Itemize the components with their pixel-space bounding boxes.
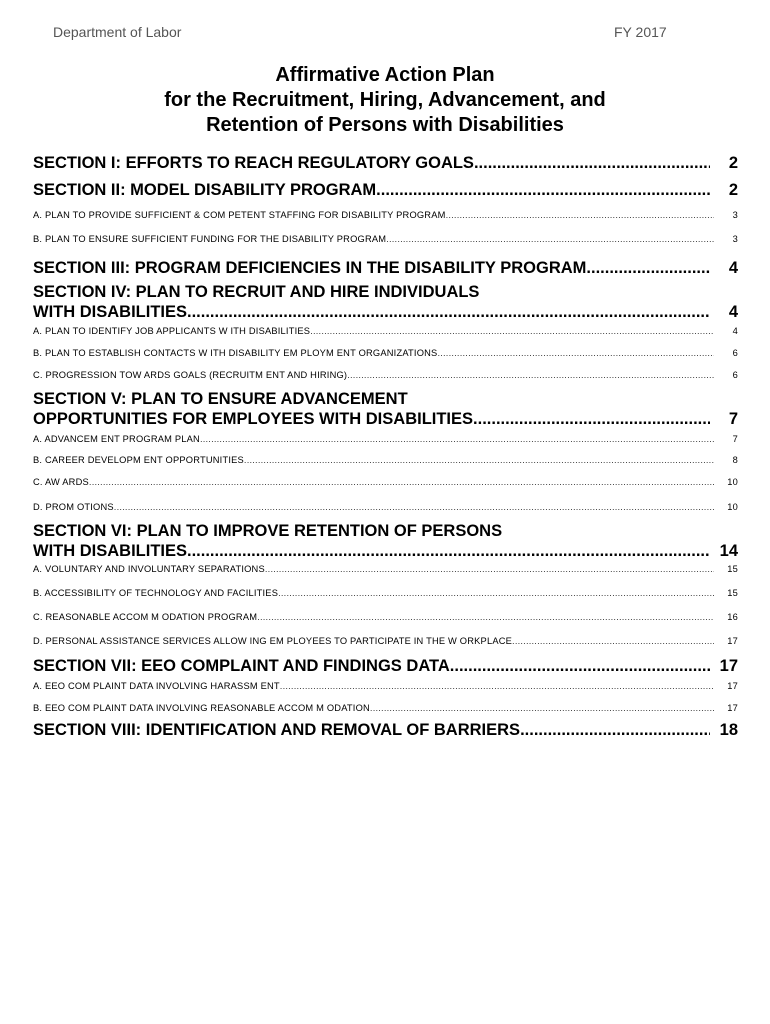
toc-section-5d-page: 10 — [727, 502, 738, 512]
toc-section-2-page: 2 — [728, 181, 738, 199]
title-line-1: Affirmative Action Plan — [275, 64, 495, 86]
toc-section-3-label: SECTION III: PROGRAM DEFICIENCIES IN THE DISABILITY PROGRAM — [33, 259, 587, 277]
toc-section-6d-page: 17 — [727, 636, 738, 646]
title-line-3: Retention of Persons with Disabilities — [206, 114, 564, 136]
toc-section-6-line-1[interactable]: SECTION VI: PLAN TO IMPROVE RETENTION OF PERSONS — [33, 522, 503, 540]
toc-section-6c-label: C. REASONABLE ACCOM M ODATION PROGRAM — [33, 612, 258, 622]
toc-leader — [376, 180, 710, 200]
toc-section-6b-page: 15 — [727, 588, 738, 598]
toc-section-8[interactable] — [33, 720, 738, 740]
toc-leader — [187, 541, 710, 561]
toc-leader — [386, 234, 714, 245]
toc-section-4c[interactable] — [33, 370, 738, 381]
toc-section-4c-page: 6 — [732, 370, 738, 380]
toc-section-8-page: 18 — [719, 721, 738, 739]
toc-section-5d-label: D. PROM OTIONS — [33, 502, 114, 512]
toc-section-5a-label: A. ADVANCEM ENT PROGRAM PLAN — [33, 434, 200, 444]
toc-section-2-label: SECTION II: MODEL DISABILITY PROGRAM — [33, 181, 377, 199]
toc-section-5b-label: B. CAREER DEVELOPM ENT OPPORTUNITIES — [33, 455, 244, 465]
toc-leader — [450, 656, 710, 676]
toc-leader — [520, 720, 710, 740]
toc-section-7b-label: B. EEO COM PLAINT DATA INVOLVING REASONABLE ACCOM M ODATION — [33, 703, 370, 713]
toc-section-6-label: WITH DISABILITIES — [33, 542, 187, 560]
toc-section-5a-page: 7 — [732, 434, 738, 444]
toc-section-8-label: SECTION VIII: IDENTIFICATION AND REMOVAL OF BARRIERS — [33, 721, 521, 739]
toc-leader — [370, 703, 714, 714]
toc-section-6d-label: D. PERSONAL ASSISTANCE SERVICES ALLOW ING EM PLOYEES TO PARTICIPATE IN THE W ORKPLACE — [33, 636, 513, 646]
toc-section-7-label: SECTION VII: EEO COMPLAINT AND FINDINGS DATA — [33, 657, 450, 675]
toc-section-5-page: 7 — [728, 410, 738, 428]
toc-section-1-label: SECTION I: EFFORTS TO REACH REGULATORY GOALS — [33, 154, 474, 172]
toc-section-2b-label: B. PLAN TO ENSURE SUFFICIENT FUNDING FOR THE DISABILITY PROGRAM — [33, 234, 387, 244]
toc-section-6b-label: B. ACCESSIBILITY OF TECHNOLOGY AND FACILITIES — [33, 588, 279, 598]
toc-section-6d[interactable] — [33, 636, 738, 647]
toc-section-2a-label: A. PLAN TO PROVIDE SUFFICIENT & COM PETENT STAFFING FOR DISABILITY PROGRAM — [33, 210, 446, 220]
toc-section-7a[interactable] — [33, 681, 738, 692]
toc-leader — [437, 348, 714, 359]
toc-leader — [310, 326, 714, 337]
toc-section-6a[interactable] — [33, 564, 738, 575]
toc-section-4-line-1[interactable]: SECTION IV: PLAN TO RECRUIT AND HIRE INDIVIDUALS — [33, 283, 480, 301]
toc-section-6-page: 14 — [719, 542, 738, 560]
toc-section-7b[interactable] — [33, 703, 738, 714]
toc-section-7[interactable] — [33, 656, 738, 676]
toc-section-6b[interactable] — [33, 588, 738, 599]
toc-section-2a-page: 3 — [732, 210, 738, 220]
toc-leader — [244, 455, 714, 466]
toc-section-7-page: 17 — [719, 657, 738, 675]
toc-section-1[interactable] — [33, 153, 738, 173]
toc-leader — [200, 434, 714, 445]
toc-section-6c[interactable] — [33, 612, 738, 623]
toc-section-4c-label: C. PROGRESSION TOW ARDS GOALS (RECRUITM ENT AND HIRING) — [33, 370, 348, 380]
toc-section-5c-label: C. AW ARDS — [33, 477, 89, 487]
toc-section-5-line-1[interactable]: SECTION V: PLAN TO ENSURE ADVANCEMENT — [33, 390, 408, 408]
table-of-contents — [33, 150, 738, 740]
toc-section-6c-page: 16 — [727, 612, 738, 622]
toc-leader — [89, 477, 714, 488]
toc-section-5-label: OPPORTUNITIES FOR EMPLOYEES WITH DISABILITIES — [33, 410, 474, 428]
toc-leader — [446, 210, 714, 221]
toc-leader — [114, 502, 714, 513]
toc-section-4b-page: 6 — [732, 348, 738, 358]
department-name: Department of Labor — [53, 24, 182, 40]
toc-section-5c-page: 10 — [727, 477, 738, 487]
toc-section-4b[interactable] — [33, 348, 738, 359]
toc-section-7a-label: A. EEO COM PLAINT DATA INVOLVING HARASSM ENT — [33, 681, 280, 691]
toc-leader — [187, 302, 710, 322]
toc-section-2a[interactable] — [33, 210, 738, 221]
toc-section-4a-page: 4 — [732, 326, 738, 336]
toc-section-2b-page: 3 — [732, 234, 738, 244]
toc-section-2[interactable] — [33, 180, 738, 200]
toc-leader — [280, 681, 714, 692]
toc-leader — [278, 588, 714, 599]
toc-section-7b-page: 17 — [727, 703, 738, 713]
document-title — [0, 63, 770, 138]
toc-section-5b-page: 8 — [732, 455, 738, 465]
toc-section-7a-page: 17 — [727, 681, 738, 691]
toc-section-4a[interactable] — [33, 326, 738, 337]
toc-section-5d[interactable] — [33, 502, 738, 513]
toc-section-4[interactable] — [33, 302, 738, 322]
toc-section-4b-label: B. PLAN TO ESTABLISH CONTACTS W ITH DISABILITY EM PLOYM ENT ORGANIZATIONS — [33, 348, 438, 358]
toc-section-5b[interactable] — [33, 455, 738, 466]
toc-section-3[interactable] — [33, 258, 738, 278]
toc-section-1-page: 2 — [728, 154, 738, 172]
toc-section-4-page: 4 — [728, 303, 738, 321]
toc-leader — [512, 636, 714, 647]
toc-leader — [265, 564, 714, 575]
toc-section-4-label: WITH DISABILITIES — [33, 303, 187, 321]
toc-section-5c[interactable] — [33, 477, 738, 488]
toc-section-2b[interactable] — [33, 234, 738, 245]
toc-section-6[interactable] — [33, 541, 738, 561]
toc-section-6a-label: A. VOLUNTARY AND INVOLUNTARY SEPARATIONS — [33, 564, 265, 574]
toc-leader — [474, 153, 710, 173]
toc-section-5[interactable] — [33, 409, 738, 429]
toc-leader — [257, 612, 714, 623]
toc-leader — [347, 370, 714, 381]
toc-leader — [473, 409, 710, 429]
fiscal-year: FY 2017 — [614, 24, 667, 40]
toc-section-6a-page: 15 — [727, 564, 738, 574]
toc-leader — [586, 258, 710, 278]
title-line-2: for the Recruitment, Hiring, Advancement, and — [164, 89, 606, 111]
toc-section-3-page: 4 — [728, 259, 738, 277]
toc-section-5a[interactable] — [33, 434, 738, 445]
toc-section-4a-label: A. PLAN TO IDENTIFY JOB APPLICANTS W ITH DISABILITIES — [33, 326, 311, 336]
